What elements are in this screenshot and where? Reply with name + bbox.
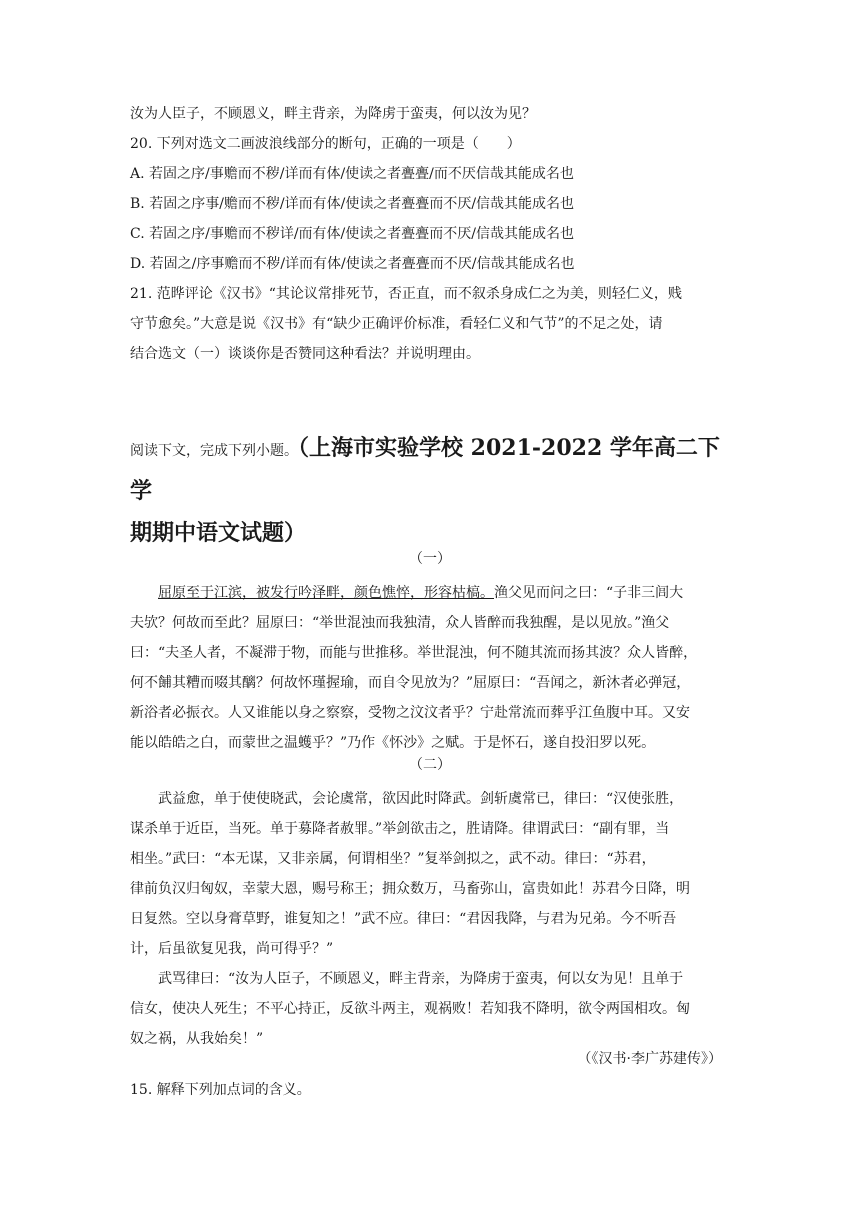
question-21-line-2: 守节愈矣。”大意是说《汉书》有“缺少正确评价标准，看轻仁义和气节”的不足之处，请: [130, 316, 663, 332]
text-line: 汝为人臣子，不顾恩义，畔主背亲，为降虏于蛮夷，何以汝为见？: [130, 106, 536, 122]
passage-line: 日复然。空以身膏草野，谁复知之！”武不应。律曰：“君因我降，与君为兄弟。今不听吾: [130, 911, 677, 927]
underlined-sentence: 屈原至于江滨，被发行吟泽畔，颜色憔悴，形容枯槁。: [158, 585, 494, 601]
passage-1: [130, 578, 730, 758]
passage-line: 夫欤？何故而至此？屈原曰：“举世混浊而我独清，众人皆醉而我独醒，是以见放。”渔父: [130, 615, 670, 631]
passage-2: [130, 784, 730, 1054]
passage-line: 武益愈，单于使使晓武，会论虞常，欲因此时降武。剑斩虞常已，律曰：“汉使张胜，: [158, 791, 684, 807]
passage-line: 新浴者必振衣。人又谁能以身之察察，受物之汶汶者乎？宁赴常流而葬乎江鱼腹中耳。又安: [130, 705, 690, 721]
option-a: A. 若固之序/事赡而不秽/详而有体/使读之者亹亹/而不厌信哉其能成名也: [130, 166, 574, 182]
section-title: [130, 428, 740, 555]
passage-line: 计，后虽欲复见我，尚可得乎？”: [130, 941, 334, 957]
passage-line: 律前负汉归匈奴，幸蒙大恩，赐号称王；拥众数万，马畜弥山，富贵如此！苏君今日降，明: [130, 881, 690, 897]
passage-line: 信女，使决人死生；不平心持正，反欲斗两主，观祸败！若知我不降明，欲令两国相攻。匈: [130, 1001, 690, 1017]
passage-2-heading: （二）: [409, 757, 451, 773]
section-intro: 阅读下文，完成下列小题。: [130, 443, 298, 459]
passage-line: 渔父见而问之曰：“子非三闾大: [494, 585, 684, 601]
passage-line: 谋杀单于近臣，当死。单于募降者赦罪。”举剑欲击之，胜请降。律谓武曰：“副有罪，当: [130, 821, 670, 837]
passage-source: （《汉书·李广苏建传》）: [577, 1051, 722, 1067]
option-c: C. 若固之序/事赡而不秽详/而有体/使读之者亹亹而不厌/信哉其能成名也: [130, 226, 574, 242]
question-15: 15. 解释下列加点词的含义。: [130, 1082, 311, 1098]
passage-line: 奴之祸，从我始矣！”: [130, 1031, 264, 1047]
passage-1-heading: （一）: [409, 551, 451, 567]
section-source-line-2: 期期中语文试题）: [130, 520, 307, 546]
option-b: B. 若固之序事/赡而不秽/详而有体/使读之者亹亹而不厌/信哉其能成名也: [130, 196, 575, 212]
section-source-line-1: （上海市实验学校 2021-2022 学年高二下学: [130, 435, 720, 504]
option-d: D. 若固之/序事赡而不秽/详而有体/使读之者亹亹而不厌/信哉其能成名也: [130, 256, 575, 272]
question-20-stem: 20. 下列对选文二画波浪线部分的断句，正确的一项是（ ）: [130, 136, 521, 152]
passage-line: 何不餔其糟而啜其醨？何故怀瑾握瑜，而自令见放为？”屈原曰：“吾闻之，新沐者必弹冠，: [130, 675, 691, 691]
passage-line: 武骂律曰：“汝为人臣子，不顾恩义，畔主背亲，为降虏于蛮夷，何以女为见！且单于: [158, 971, 684, 987]
question-21-line-3: 结合选文（一）谈谈你是否赞同这种看法？并说明理由。: [130, 346, 480, 362]
question-21-line-1: 21. 范晔评论《汉书》“其论议常排死节，否正直，而不叙杀身成仁之为美，则轻仁义，贱: [130, 286, 682, 302]
passage-line: 相坐。”武曰：“本无谋，又非亲属，何谓相坐？”复举剑拟之，武不动。律曰：“苏君，: [130, 851, 656, 867]
passage-line: 能以皓皓之白，而蒙世之温蠖乎？”乃作《怀沙》之赋。于是怀石，遂自投汨罗以死。: [130, 735, 656, 751]
passage-line: 曰：“夫圣人者，不凝滞于物，而能与世推移。举世混浊，何不随其流而扬其波？众人皆醉，: [130, 645, 698, 661]
